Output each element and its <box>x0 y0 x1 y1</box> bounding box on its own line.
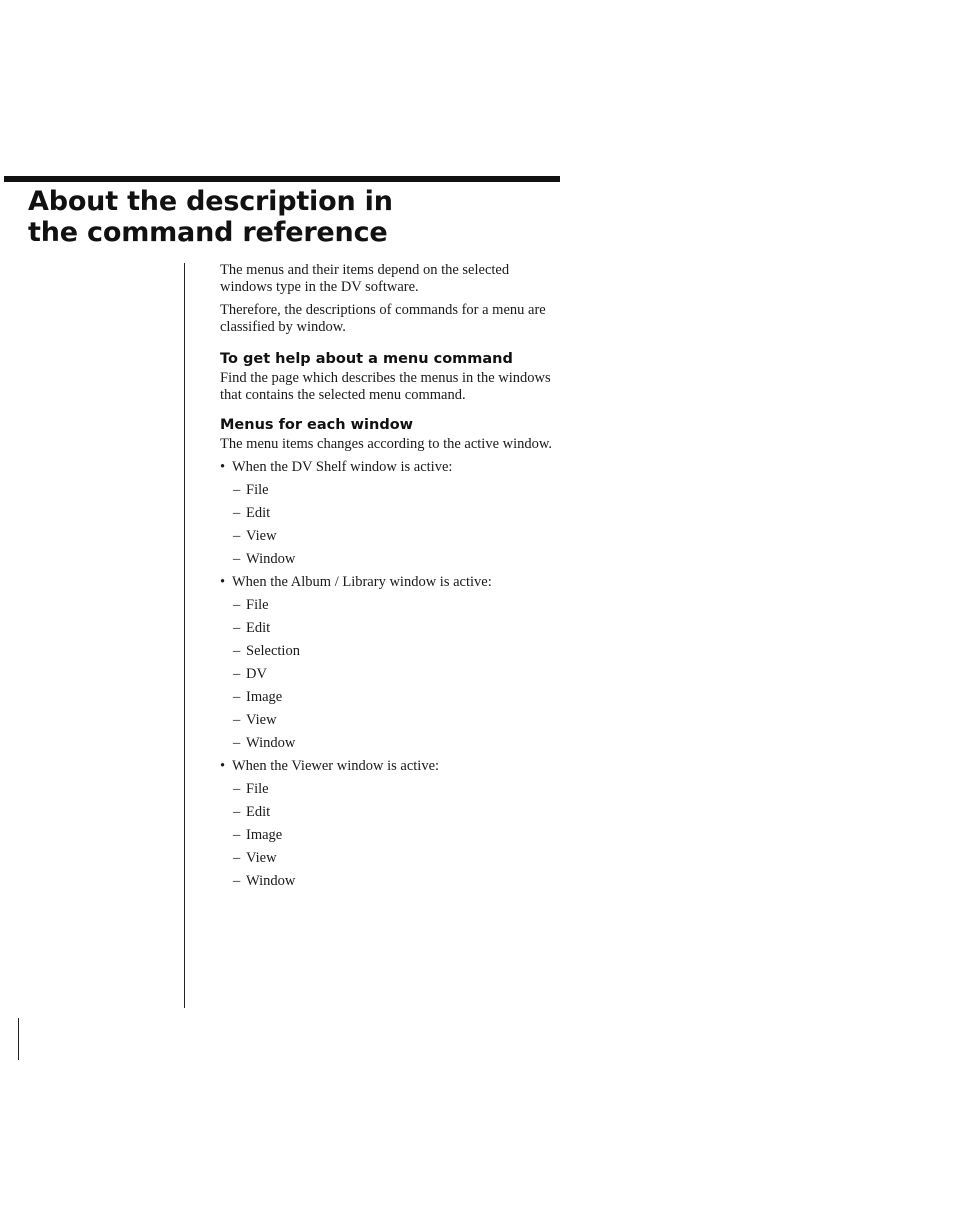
menu-item: – Image <box>233 827 560 844</box>
sub-list <box>232 597 560 752</box>
menu-item: – Edit <box>233 620 560 637</box>
list-item-album-library <box>220 574 560 752</box>
body-content <box>220 262 560 890</box>
menu-item: – View <box>233 850 560 867</box>
sub-list <box>232 482 560 568</box>
intro-paragraph-2: Therefore, the descriptions of commands for a menu are classified by window. <box>220 302 546 335</box>
menu-item: – Image <box>233 689 560 706</box>
menu-item: – File <box>233 597 560 614</box>
page-title-line-2: the command reference <box>28 217 388 248</box>
page-title-line-1: About the description in <box>28 186 393 217</box>
group-label: When the Viewer window is active: <box>232 758 440 774</box>
list-item-dv-shelf <box>220 459 560 568</box>
menu-item: – View <box>233 528 560 545</box>
menu-item: – Window <box>233 735 560 752</box>
column-divider <box>184 263 185 1008</box>
help-paragraph: Find the page which describes the menus in the windows that contains the selected menu command. <box>220 370 551 403</box>
menu-item: – Edit <box>233 804 560 821</box>
intro-paragraph-1: The menus and their items depend on the selected windows type in the DV software. <box>220 262 510 295</box>
section-top-rule <box>4 176 560 182</box>
menu-item: – DV <box>233 666 560 683</box>
menu-item: – View <box>233 712 560 729</box>
menu-item: – Window <box>233 551 560 568</box>
sub-list <box>232 781 560 890</box>
list-item-viewer <box>220 758 560 890</box>
menu-item: – File <box>233 482 560 499</box>
menus-heading: Menus for each window <box>220 417 414 433</box>
group-label: When the DV Shelf window is active: <box>232 459 453 475</box>
menus-paragraph: The menu items changes according to the active window. <box>220 436 553 452</box>
menu-item: – Window <box>233 873 560 890</box>
menu-item: – Edit <box>233 505 560 522</box>
menu-item: – File <box>233 781 560 798</box>
margin-mark <box>18 1018 19 1060</box>
menu-item: – Selection <box>233 643 560 660</box>
page-title <box>28 186 393 248</box>
window-menu-list <box>220 459 560 890</box>
group-label: When the Album / Library window is active: <box>232 574 492 590</box>
help-heading: To get help about a menu command <box>220 351 513 367</box>
